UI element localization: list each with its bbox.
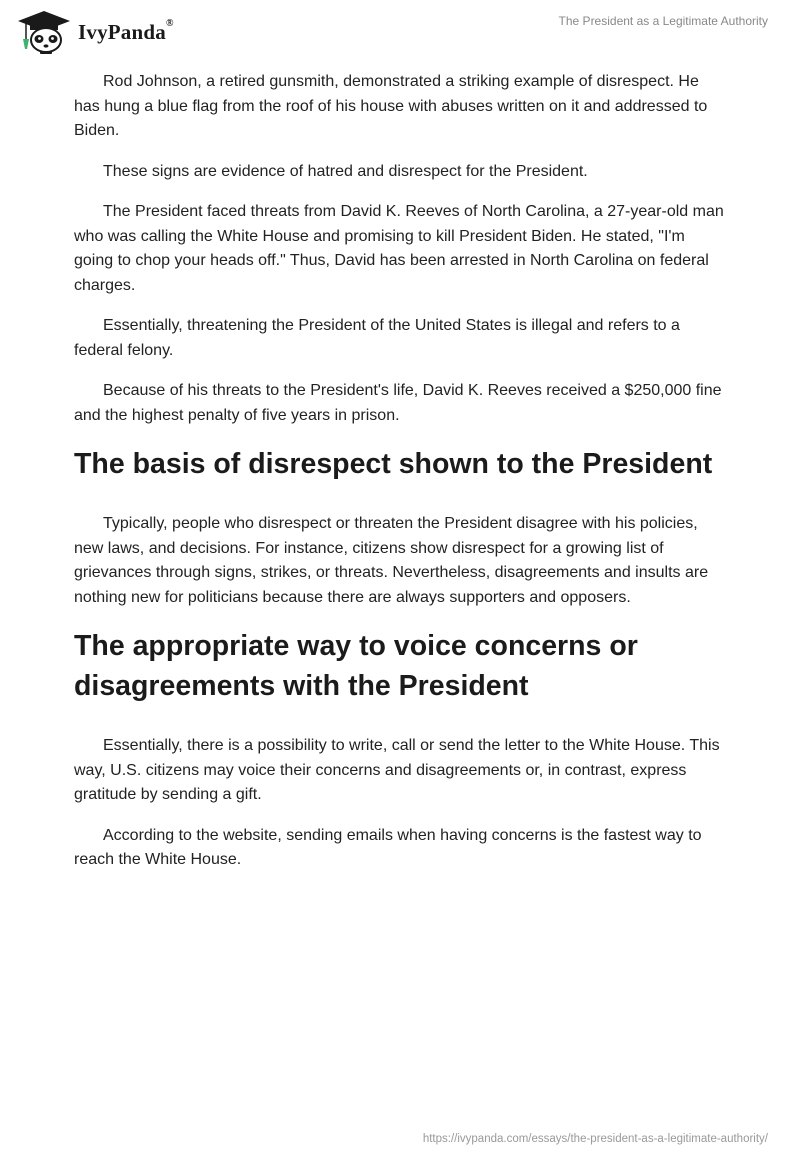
section-heading: The basis of disrespect shown to the President — [74, 448, 713, 480]
paragraph: Essentially, there is a possibility to write, call or send the letter to the White House. This way, U.S. citizens may voice their concerns and disagreements or, in contrast, express gratitude by sending a gift. — [74, 737, 720, 803]
ivypanda-logo[interactable] — [16, 8, 174, 56]
paragraph: Typically, people who disrespect or threaten the President disagree with his policies, new laws, and decisions. For instance, citizens show disrespect for a growing list of grievances through signs, strikes, or threats. Nevertheless, disagreements and insults are nothing new for politicians because there are always supporters and opposers. — [74, 515, 709, 606]
brand-name — [78, 17, 174, 45]
paragraph: According to the website, sending emails when having concerns is the fastest way to reach the White House. — [74, 826, 702, 868]
panda-graduation-cap-icon — [16, 9, 72, 55]
paragraph: These signs are evidence of hatred and disrespect for the President. — [103, 162, 588, 180]
essay-body — [74, 70, 724, 889]
registered-mark: ® — [165, 17, 174, 29]
document-title: The President as a Legitimate Authority — [558, 14, 768, 28]
paragraph: Because of his threats to the President's life, David K. Reeves received a $250,000 fine and the highest penalty of five years in prison. — [74, 382, 722, 424]
source-url[interactable]: https://ivypanda.com/essays/the-president-as-a-legitimate-authority/ — [422, 1133, 768, 1145]
brand-text: IvyPanda — [78, 19, 166, 44]
paragraph: Essentially, threatening the President of the United States is illegal and refers to a federal felony. — [74, 317, 680, 359]
paragraph: Rod Johnson, a retired gunsmith, demonstrated a striking example of disrespect. He has hung a blue flag from the roof of his house with abuses written on it and addressed to Biden. — [74, 73, 708, 139]
page-header — [0, 0, 800, 60]
section-heading: The appropriate way to voice concerns or disagreements with the President — [74, 630, 638, 702]
paragraph: The President faced threats from David K. Reeves of North Carolina, a 27-year-old man who was calling the White House and promising to kill President Biden. He stated, "I'm going to chop your heads off." Thus, David has been arrested in North Carolina on federal charges. — [74, 203, 724, 294]
